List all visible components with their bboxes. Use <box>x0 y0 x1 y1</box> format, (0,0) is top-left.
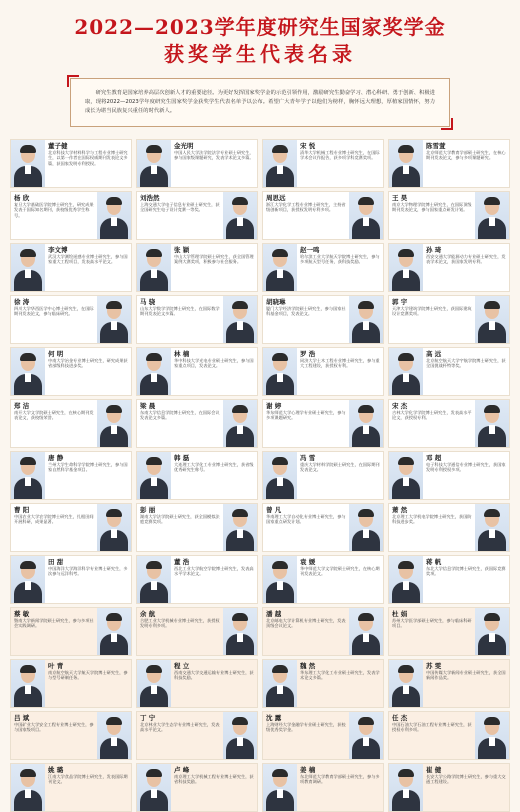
student-name: 郭 宇 <box>392 298 408 306</box>
student-info <box>389 296 475 343</box>
student-card <box>136 347 258 396</box>
student-description: 华东理工大学化工专业硕士研究生，发表学术论文多篇。 <box>300 670 380 681</box>
student-card <box>10 711 132 760</box>
student-photo <box>475 608 509 655</box>
student-card <box>136 503 258 552</box>
student-info <box>11 608 97 655</box>
student-photo <box>11 764 45 811</box>
student-info <box>45 452 131 499</box>
student-info <box>137 504 223 551</box>
student-photo <box>349 608 383 655</box>
student-info <box>171 556 257 603</box>
student-photo <box>263 764 297 811</box>
student-info <box>423 452 509 499</box>
student-info <box>45 764 131 811</box>
student-card <box>388 555 510 604</box>
student-description: 华东师范大学心理学专业硕士研究生，参与多项课题研究。 <box>266 410 346 421</box>
student-name: 魏 然 <box>300 662 316 670</box>
student-name: 高 远 <box>426 350 442 358</box>
student-info <box>171 244 257 291</box>
student-name: 曾 凡 <box>266 506 282 514</box>
student-info <box>171 660 257 707</box>
student-card <box>262 451 384 500</box>
student-card <box>136 139 258 188</box>
student-description: 华中科技大学光电专业硕士研究生，参与国家重点项目，发表论文。 <box>174 358 254 369</box>
student-card <box>136 607 258 656</box>
student-photo <box>263 348 297 395</box>
student-card <box>136 451 258 500</box>
student-photo <box>349 400 383 447</box>
student-description: 北京师范大学教育学部硕士研究生，在核心期刊发表论文，参与多项课题研究。 <box>426 150 506 161</box>
title-line-2: 获奖学生代表名录 <box>164 42 356 66</box>
student-card <box>10 555 132 604</box>
student-photo <box>263 244 297 291</box>
student-card <box>262 243 384 292</box>
student-photo <box>223 504 257 551</box>
student-description: 南开大学文学院硕士研究生，在核心期刊发表论文，获校级荣誉。 <box>14 410 94 421</box>
student-photo <box>97 504 131 551</box>
student-photo <box>97 192 131 239</box>
student-info <box>297 660 383 707</box>
student-description: 厦门大学经济学院硕士研究生，参与国家社科基金项目，发表论文。 <box>266 306 346 317</box>
student-photo <box>11 244 45 291</box>
student-info <box>423 140 509 187</box>
student-card <box>10 659 132 708</box>
student-info <box>297 556 383 603</box>
student-photo <box>97 608 131 655</box>
student-info <box>423 660 509 707</box>
student-name: 叶 青 <box>48 662 64 670</box>
student-info <box>45 348 131 395</box>
student-name: 邓 超 <box>426 454 442 462</box>
student-photo <box>223 296 257 343</box>
intro-box <box>70 78 450 127</box>
student-info <box>423 556 509 603</box>
student-name: 陈雪萱 <box>426 142 446 150</box>
student-photo <box>137 452 171 499</box>
student-photo <box>137 556 171 603</box>
student-photo <box>349 712 383 759</box>
student-photo <box>11 140 45 187</box>
student-card <box>388 763 510 812</box>
student-card <box>10 191 132 240</box>
student-card <box>10 607 132 656</box>
student-info <box>297 764 383 811</box>
student-photo <box>137 348 171 395</box>
student-name: 沈 露 <box>266 714 282 722</box>
student-description: 苏州大学医学部硕士研究生，参与临床科研项目。 <box>392 618 472 629</box>
student-card <box>136 555 258 604</box>
student-name: 刘浩然 <box>140 194 160 202</box>
student-description: 北京邮电大学计算机专业博士研究生，发表顶级会议论文。 <box>266 618 346 629</box>
student-photo <box>137 660 171 707</box>
student-name: 孙 琦 <box>426 246 442 254</box>
student-card <box>388 607 510 656</box>
student-description: 浙江大学化学工程专业博士研究生，主持省级创新项目，获授权发明专利多项。 <box>266 202 346 213</box>
student-card <box>388 347 510 396</box>
student-info <box>137 296 223 343</box>
student-info <box>263 712 349 759</box>
student-description: 南京大学物理学院博士研究生，在国际顶级期刊发表论文，参与国家重点研发计划。 <box>392 202 472 213</box>
student-card <box>10 347 132 396</box>
student-description: 四川大学华西医学中心博士研究生，在国际期刊发表论文，参与临床研究。 <box>14 306 94 317</box>
student-name: 吕 斌 <box>14 714 30 722</box>
student-info <box>171 348 257 395</box>
student-info <box>45 140 131 187</box>
student-name: 谢 婷 <box>266 402 282 410</box>
student-card <box>136 659 258 708</box>
student-info <box>297 452 383 499</box>
student-name: 林 楠 <box>174 350 190 358</box>
student-description: 西南交通大学交通运输专业博士研究生，获科技奖励。 <box>174 670 254 681</box>
student-card <box>388 503 510 552</box>
student-info <box>171 764 257 811</box>
student-name: 姚 璐 <box>48 766 64 774</box>
student-photo <box>137 140 171 187</box>
student-name: 袁 媛 <box>300 558 316 566</box>
student-description: 合肥工业大学机械专业博士研究生，获授权发明专利多项。 <box>140 618 220 629</box>
student-info <box>297 348 383 395</box>
student-info <box>389 192 475 239</box>
student-name: 卢 峰 <box>174 766 190 774</box>
student-description: 北京理工大学机电学院博士研究生，获国防科技进步奖。 <box>392 514 472 525</box>
student-card <box>136 295 258 344</box>
student-description: 武汉大学测绘遥感专业博士研究生，参与国家重大工程项目，发表高水平论文。 <box>48 254 128 265</box>
student-card <box>262 191 384 240</box>
student-description: 湖南大学法学院硕士研究生，获全国模拟法庭竞赛奖项。 <box>140 514 220 525</box>
student-name: 何 明 <box>48 350 64 358</box>
student-photo <box>223 400 257 447</box>
student-description: 中国人民大学法学院法学专业硕士研究生，参与国家级课题研究，发表学术论文多篇。 <box>174 150 254 161</box>
student-info <box>389 400 475 447</box>
student-photo <box>389 556 423 603</box>
student-name: 苏 雯 <box>426 662 442 670</box>
student-info <box>263 192 349 239</box>
student-photo <box>389 244 423 291</box>
student-card <box>136 191 258 240</box>
student-photo <box>263 140 297 187</box>
student-name: 唐 静 <box>48 454 64 462</box>
student-card <box>388 399 510 448</box>
student-name: 姜 楠 <box>300 766 316 774</box>
student-description: 上海交通大学电子信息专业硕士研究生，获全国研究生电子设计竞赛一等奖。 <box>140 202 220 213</box>
student-info <box>423 764 509 811</box>
student-card <box>10 763 132 812</box>
student-card <box>262 659 384 708</box>
student-info <box>11 296 97 343</box>
student-description: 中国传媒大学新闻专业硕士研究生，获全国新闻作品奖。 <box>426 670 506 681</box>
student-info <box>137 400 223 447</box>
student-photo <box>263 556 297 603</box>
student-info <box>263 608 349 655</box>
student-info <box>171 140 257 187</box>
student-photo <box>475 192 509 239</box>
student-description: 哈尔滨工业大学航天学院博士研究生，参与多项航天型号任务，获科技奖励。 <box>300 254 380 265</box>
student-name: 王 昊 <box>392 194 408 202</box>
student-name: 郑 洁 <box>14 402 30 410</box>
student-name: 程 立 <box>174 662 190 670</box>
student-description: 西安交通大学能源动力专业硕士研究生，发表学术论文，获国家发明专利。 <box>426 254 506 265</box>
student-photo <box>263 660 297 707</box>
student-card <box>388 711 510 760</box>
student-info <box>45 556 131 603</box>
student-photo <box>349 296 383 343</box>
student-name: 李文博 <box>48 246 68 254</box>
student-name: 丁 宁 <box>140 714 156 722</box>
student-name: 董 浩 <box>174 558 190 566</box>
student-photo <box>475 296 509 343</box>
student-name: 杨 欣 <box>14 194 30 202</box>
student-card <box>262 399 384 448</box>
student-name: 冯 雪 <box>300 454 316 462</box>
student-info <box>423 244 509 291</box>
student-description: 中国海洋大学海洋科学专业博士研究生，多次参与远洋科考。 <box>48 566 128 577</box>
student-photo <box>475 504 509 551</box>
student-description: 华南理工大学自动化专业博士研究生，参与国家重点研发计划。 <box>266 514 346 525</box>
student-name: 蒋 帆 <box>426 558 442 566</box>
student-photo <box>389 348 423 395</box>
student-name: 蔡 敏 <box>14 610 30 618</box>
student-description: 复旦大学基础医学院博士研究生，研究成果发表于国际知名期刊，获校级优秀学生称号。 <box>14 202 94 218</box>
student-card <box>10 139 132 188</box>
student-description: 中国矿业大学安全工程专业博士研究生，参与国家级项目。 <box>14 722 94 733</box>
student-description: 重庆大学材料学院硕士研究生，在国际期刊发表论文。 <box>300 462 380 473</box>
student-name: 张 颖 <box>174 246 190 254</box>
student-info <box>263 296 349 343</box>
student-photo <box>11 660 45 707</box>
student-name: 彭 丽 <box>140 506 156 514</box>
intro-text: 研究生教育是国家培养高层次创新人才的重要途径。为更好发挥国家奖学金的示范引领作用，激励研究生勤奋学习、潜心科研、勇于创新、积极进取，现将2022—2023学年度研究生国家奖学金获奖学生代表名单予以公布。希望广大青年学子以他们为榜样，胸怀远大理想，厚植家国情怀，努力成长为堪当民族复兴重任的时代新人。 <box>85 90 435 114</box>
student-photo <box>349 192 383 239</box>
student-card <box>262 607 384 656</box>
student-card <box>262 711 384 760</box>
student-description: 北京科技大学材料科学与工程专业博士研究生，以第一作者在国际权威期刊发表论文多篇，获国家发明专利授权。 <box>48 150 128 166</box>
student-name: 马 骁 <box>140 298 156 306</box>
student-description: 同济大学土木工程专业博士研究生，参与重大工程建设，获授权专利。 <box>300 358 380 369</box>
student-card <box>10 503 132 552</box>
student-grid <box>10 139 510 812</box>
student-photo <box>475 712 509 759</box>
student-name: 赵一鸣 <box>300 246 320 254</box>
student-card <box>262 295 384 344</box>
student-info <box>389 504 475 551</box>
student-photo <box>475 400 509 447</box>
student-photo <box>11 452 45 499</box>
student-photo <box>389 140 423 187</box>
student-name: 杜 娟 <box>392 610 408 618</box>
student-photo <box>263 452 297 499</box>
student-info <box>263 504 349 551</box>
student-info <box>423 348 509 395</box>
student-description: 大连理工大学化工专业博士研究生，获省级优秀研究生称号。 <box>174 462 254 473</box>
student-info <box>389 712 475 759</box>
student-name: 宋 杰 <box>392 402 408 410</box>
student-description: 北京航空航天大学宇航学院博士研究生，获全国挑战杯特等奖。 <box>426 358 506 369</box>
student-description: 中山大学管理学院硕士研究生，获全国管理案例大赛奖项，积极参与社会服务。 <box>174 254 254 265</box>
student-card <box>10 399 132 448</box>
student-card <box>262 763 384 812</box>
student-info <box>45 660 131 707</box>
student-info <box>11 712 97 759</box>
student-description: 江南大学食品学院博士研究生，发表国际期刊论文。 <box>48 774 128 785</box>
student-card <box>388 243 510 292</box>
student-description: 东北师范大学教育学部硕士研究生，参与多项教育调研。 <box>300 774 380 785</box>
student-info <box>11 400 97 447</box>
student-photo <box>97 400 131 447</box>
student-description: 清华大学机械工程专业博士研究生，在国际学术会议作报告，获多项学科竞赛奖项。 <box>300 150 380 161</box>
student-name: 曹 阳 <box>14 506 30 514</box>
student-description: 中南大学冶金专业博士研究生，研究成果获省部级科技进步奖。 <box>48 358 128 369</box>
student-photo <box>223 712 257 759</box>
student-info <box>11 192 97 239</box>
student-photo <box>11 348 45 395</box>
title-line-1: 2022—2023学年度研究生国家奖学金 <box>74 15 446 39</box>
student-description: 西北工业大学航空学院博士研究生，发表高水平学术论文。 <box>174 566 254 577</box>
student-name: 徐 涛 <box>14 298 30 306</box>
student-name: 宋 悦 <box>300 142 316 150</box>
student-name: 梁 晨 <box>140 402 156 410</box>
student-description: 天津大学建筑学院博士研究生，获国际建筑设计竞赛奖项。 <box>392 306 472 317</box>
student-description: 山东大学数学学院博士研究生，在国际数学期刊发表论文多篇。 <box>140 306 220 317</box>
student-name: 董子健 <box>48 142 68 150</box>
student-card <box>262 503 384 552</box>
student-description: 东南大学信息学院博士研究生，在国际会议发表论文多篇。 <box>140 410 220 421</box>
student-description: 兰州大学生命科学学院博士研究生，参与国家自然科学基金项目。 <box>48 462 128 473</box>
student-card <box>136 763 258 812</box>
student-name: 田 甜 <box>48 558 64 566</box>
student-name: 萧 然 <box>392 506 408 514</box>
student-info <box>389 608 475 655</box>
student-description: 暨南大学新闻学院硕士研究生，参与多项社会实践调研。 <box>14 618 94 629</box>
student-info <box>171 452 257 499</box>
student-card <box>388 451 510 500</box>
student-description: 南京航空航天大学航天学院博士研究生，参与型号研制任务。 <box>48 670 128 681</box>
student-info <box>137 192 223 239</box>
student-info <box>263 400 349 447</box>
student-card <box>262 347 384 396</box>
student-info <box>11 504 97 551</box>
student-photo <box>389 452 423 499</box>
student-info <box>45 244 131 291</box>
student-name: 罗 浩 <box>300 350 316 358</box>
student-photo <box>11 556 45 603</box>
student-info <box>137 712 223 759</box>
student-info <box>297 140 383 187</box>
page-title <box>10 14 510 68</box>
student-description: 吉林大学化学学院博士研究生，发表高水平论文，获授权专利。 <box>392 410 472 421</box>
student-card <box>10 243 132 292</box>
student-name: 潘 越 <box>266 610 282 618</box>
student-photo <box>97 296 131 343</box>
student-card <box>388 191 510 240</box>
student-photo <box>389 764 423 811</box>
student-card <box>136 711 258 760</box>
student-name: 胡晓琳 <box>266 298 286 306</box>
student-description: 北京林业大学生态学专业博士研究生，发表高水平论文。 <box>140 722 220 733</box>
student-card <box>136 399 258 448</box>
student-card <box>388 139 510 188</box>
student-card <box>10 451 132 500</box>
student-description: 中国农业大学农学院博士研究生，扎根田间开展科研，成果显著。 <box>14 514 94 525</box>
student-card <box>136 243 258 292</box>
student-name: 任 杰 <box>392 714 408 722</box>
student-card <box>262 555 384 604</box>
student-photo <box>223 192 257 239</box>
student-description: 上海财经大学金融学专业硕士研究生，获校级优秀奖学金。 <box>266 722 346 733</box>
student-card <box>262 139 384 188</box>
student-description: 电子科技大学通信专业博士研究生，获国家发明专利授权多项。 <box>426 462 506 473</box>
student-description: 长安大学公路学院博士研究生，参与重大交通工程建设。 <box>426 774 506 785</box>
student-photo <box>137 244 171 291</box>
student-description: 华中师范大学文学院硕士研究生，在核心期刊发表论文。 <box>300 566 380 577</box>
student-photo <box>97 712 131 759</box>
student-name: 周思远 <box>266 194 286 202</box>
student-name: 崔 健 <box>426 766 442 774</box>
student-name: 余 航 <box>140 610 156 618</box>
student-description: 南京理工大学机械工程专业博士研究生，获省科技奖励。 <box>174 774 254 785</box>
student-info <box>297 244 383 291</box>
student-photo <box>223 608 257 655</box>
student-card <box>388 295 510 344</box>
student-photo <box>389 660 423 707</box>
student-card <box>388 659 510 708</box>
student-description: 中国石油大学石油工程专业博士研究生，获授权专利多项。 <box>392 722 472 733</box>
student-info <box>137 608 223 655</box>
student-name: 金光明 <box>174 142 194 150</box>
student-description: 东北大学信息学院博士研究生，获国际竞赛奖项。 <box>426 566 506 577</box>
student-photo <box>137 764 171 811</box>
student-card <box>10 295 132 344</box>
student-photo <box>349 504 383 551</box>
student-name: 韩 磊 <box>174 454 190 462</box>
